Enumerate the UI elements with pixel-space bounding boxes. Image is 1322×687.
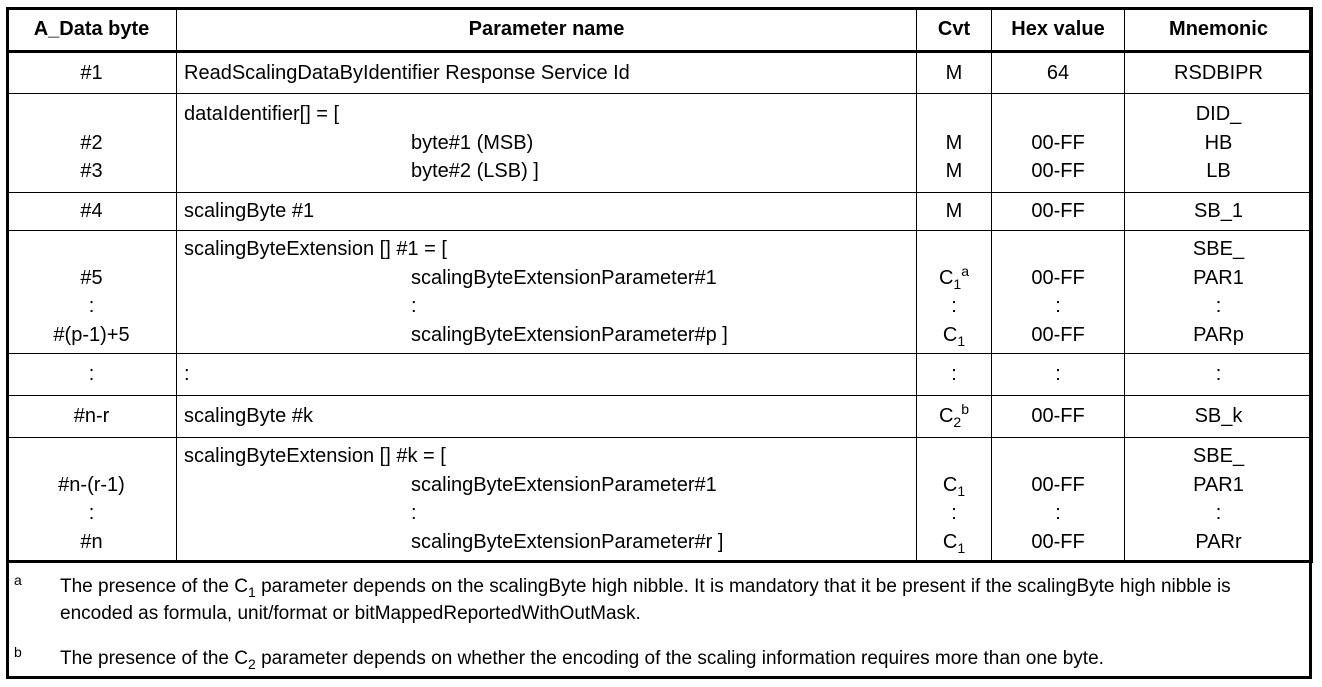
param-cell xyxy=(177,438,917,562)
byte-line xyxy=(14,235,169,264)
hex-line: 00-FF xyxy=(1031,473,1085,496)
hex-line: : xyxy=(1055,295,1061,317)
hex-cell: : xyxy=(992,354,1125,396)
footnote-sub: 1 xyxy=(248,584,256,600)
hex-cell: 00-FF xyxy=(992,193,1125,231)
hex-line: 00-FF xyxy=(1031,530,1085,553)
hex-line: : xyxy=(1055,502,1061,524)
footnote-ref-b: b xyxy=(961,401,970,418)
header-parameter-name: Parameter name xyxy=(177,8,917,52)
hex-line: 00-FF xyxy=(1031,160,1085,183)
byte-line xyxy=(14,100,169,129)
table-row xyxy=(7,396,1313,438)
byte-line: : xyxy=(88,295,95,317)
header-mnemonic: Mnemonic xyxy=(1125,8,1313,52)
parameter-table xyxy=(6,7,1313,563)
table-row xyxy=(7,438,1313,562)
footnote-text: The presence of the C xyxy=(60,576,248,597)
cvt-line xyxy=(924,100,984,129)
cvt-cell xyxy=(917,396,992,438)
footnote-ref-a: a xyxy=(961,262,970,279)
param-line: scalingByteExtensionParameter#r ] xyxy=(411,530,724,553)
footnote-text: parameter depends on the scalingByte high nibble. It is mandatory that it be present if the scalingByte high nibble is encoded as formula, unit/format or bitMappedReportedWithOutMask. xyxy=(60,576,1231,624)
byte-cell xyxy=(7,94,177,193)
cvt-line: M xyxy=(945,160,963,183)
cvt-cell xyxy=(917,94,992,193)
byte-cell: #1 xyxy=(7,52,177,94)
param-cell xyxy=(177,231,917,354)
hex-line xyxy=(999,235,1117,264)
cvt-c1 xyxy=(924,471,984,500)
byte-line: #n-(r-1) xyxy=(58,473,125,496)
hex-line: 00-FF xyxy=(1031,131,1085,154)
cvt-sub: 1 xyxy=(953,275,962,292)
mnemonic-line: : xyxy=(1215,502,1222,524)
param-head: scalingByteExtension [] #k = [ xyxy=(184,445,446,467)
cvt-sub: 1 xyxy=(957,332,966,349)
hex-cell xyxy=(992,94,1125,193)
cvt-base: C xyxy=(942,323,958,346)
mnemonic-cell: : xyxy=(1125,354,1313,396)
byte-line xyxy=(14,442,169,471)
mnemonic-cell: SB_1 xyxy=(1125,193,1313,231)
cvt-c1 xyxy=(924,321,984,350)
header-hex-value: Hex value xyxy=(992,8,1125,52)
mnemonic-line: DID_ xyxy=(1195,103,1242,126)
byte-line: #2 xyxy=(80,131,103,154)
hex-cell: 00-FF xyxy=(992,396,1125,438)
cvt-cell: : xyxy=(917,354,992,396)
mnemonic-cell xyxy=(1125,231,1313,354)
hex-line xyxy=(999,100,1117,129)
mnemonic-cell: RSDBIPR xyxy=(1125,52,1313,94)
hex-cell xyxy=(992,438,1125,562)
param-head: dataIdentifier[] = [ xyxy=(184,103,340,126)
footnote-mark-b: b xyxy=(14,644,22,660)
footnote-b xyxy=(14,645,1304,672)
mnemonic-line: : xyxy=(1215,295,1222,317)
byte-cell: #n-r xyxy=(7,396,177,438)
table-row xyxy=(7,231,1313,354)
table-header-row xyxy=(7,8,1313,52)
cvt-line: : xyxy=(951,502,957,524)
table-row xyxy=(7,52,1313,94)
cvt-line: M xyxy=(945,131,963,154)
mnemonic-line: LB xyxy=(1206,160,1231,183)
cvt-base: C xyxy=(942,530,958,553)
param-line: scalingByteExtensionParameter#1 xyxy=(411,266,717,289)
cvt-cell: M xyxy=(917,193,992,231)
hex-cell xyxy=(992,231,1125,354)
byte-cell xyxy=(7,438,177,562)
byte-line: #n xyxy=(80,530,103,553)
cvt-base: C xyxy=(938,405,954,428)
mnemonic-cell: SB_k xyxy=(1125,396,1313,438)
param-line: scalingByteExtensionParameter#p ] xyxy=(411,323,728,346)
footnote-text: The presence of the C xyxy=(60,648,248,669)
table-row xyxy=(7,354,1313,396)
mnemonic-line: PAR1 xyxy=(1193,473,1244,496)
byte-cell: : xyxy=(7,354,177,396)
mnemonic-cell xyxy=(1125,438,1313,562)
cvt-cell xyxy=(917,231,992,354)
param-cell: ReadScalingDataByIdentifier Response Service Id xyxy=(177,52,917,94)
cvt-line: : xyxy=(951,295,957,317)
byte-line: : xyxy=(88,502,95,524)
param-line: scalingByteExtensionParameter#1 xyxy=(411,473,717,496)
param-line: byte#2 (LSB) ] xyxy=(411,160,539,183)
byte-cell: #4 xyxy=(7,193,177,231)
param-cell xyxy=(177,94,917,193)
cvt-base: C xyxy=(942,473,958,496)
hex-line: 00-FF xyxy=(1031,323,1085,346)
byte-line: #5 xyxy=(80,266,103,289)
param-cell: : xyxy=(177,354,917,396)
mnemonic-line: SBE_ xyxy=(1192,445,1245,467)
header-cvt: Cvt xyxy=(917,8,992,52)
cvt-sub: 2 xyxy=(953,414,962,431)
table-row xyxy=(7,94,1313,193)
byte-line: #3 xyxy=(80,160,103,183)
hex-cell: 64 xyxy=(992,52,1125,94)
footnote-sub: 2 xyxy=(248,656,256,672)
cvt-c1 xyxy=(924,528,984,557)
cvt-cell xyxy=(917,438,992,562)
mnemonic-line: PAR1 xyxy=(1193,266,1244,289)
mnemonic-line: SBE_ xyxy=(1192,238,1245,260)
cvt-cell: M xyxy=(917,52,992,94)
cvt-base: C xyxy=(938,266,954,289)
table-footnotes xyxy=(6,562,1312,672)
footnote-mark-a: a xyxy=(14,572,22,588)
cvt-c1a xyxy=(924,264,984,293)
cvt-line xyxy=(924,235,984,264)
param-head: scalingByteExtension [] #1 = [ xyxy=(184,238,447,260)
param-line: byte#1 (MSB) xyxy=(411,131,534,154)
mnemonic-line: PARp xyxy=(1193,323,1244,346)
mnemonic-line: HB xyxy=(1204,131,1233,154)
footnote-text: parameter depends on whether the encoding of the scaling information requires more than one byte. xyxy=(255,648,1104,669)
mnemonic-line: PARr xyxy=(1195,530,1242,553)
table-row xyxy=(7,193,1313,231)
param-cell: scalingByte #1 xyxy=(177,193,917,231)
param-line: : xyxy=(411,502,417,524)
param-line: : xyxy=(411,295,417,317)
cvt-sub: 1 xyxy=(957,482,966,499)
mnemonic-cell xyxy=(1125,94,1313,193)
byte-line: #(p-1)+5 xyxy=(53,323,130,346)
footnote-a xyxy=(14,562,1304,627)
cvt-line xyxy=(924,442,984,471)
cvt-sub: 1 xyxy=(957,539,966,556)
param-cell: scalingByte #k xyxy=(177,396,917,438)
hex-line xyxy=(999,442,1117,471)
byte-cell xyxy=(7,231,177,354)
hex-line: 00-FF xyxy=(1031,266,1085,289)
header-a-data-byte: A_Data byte xyxy=(7,8,177,52)
